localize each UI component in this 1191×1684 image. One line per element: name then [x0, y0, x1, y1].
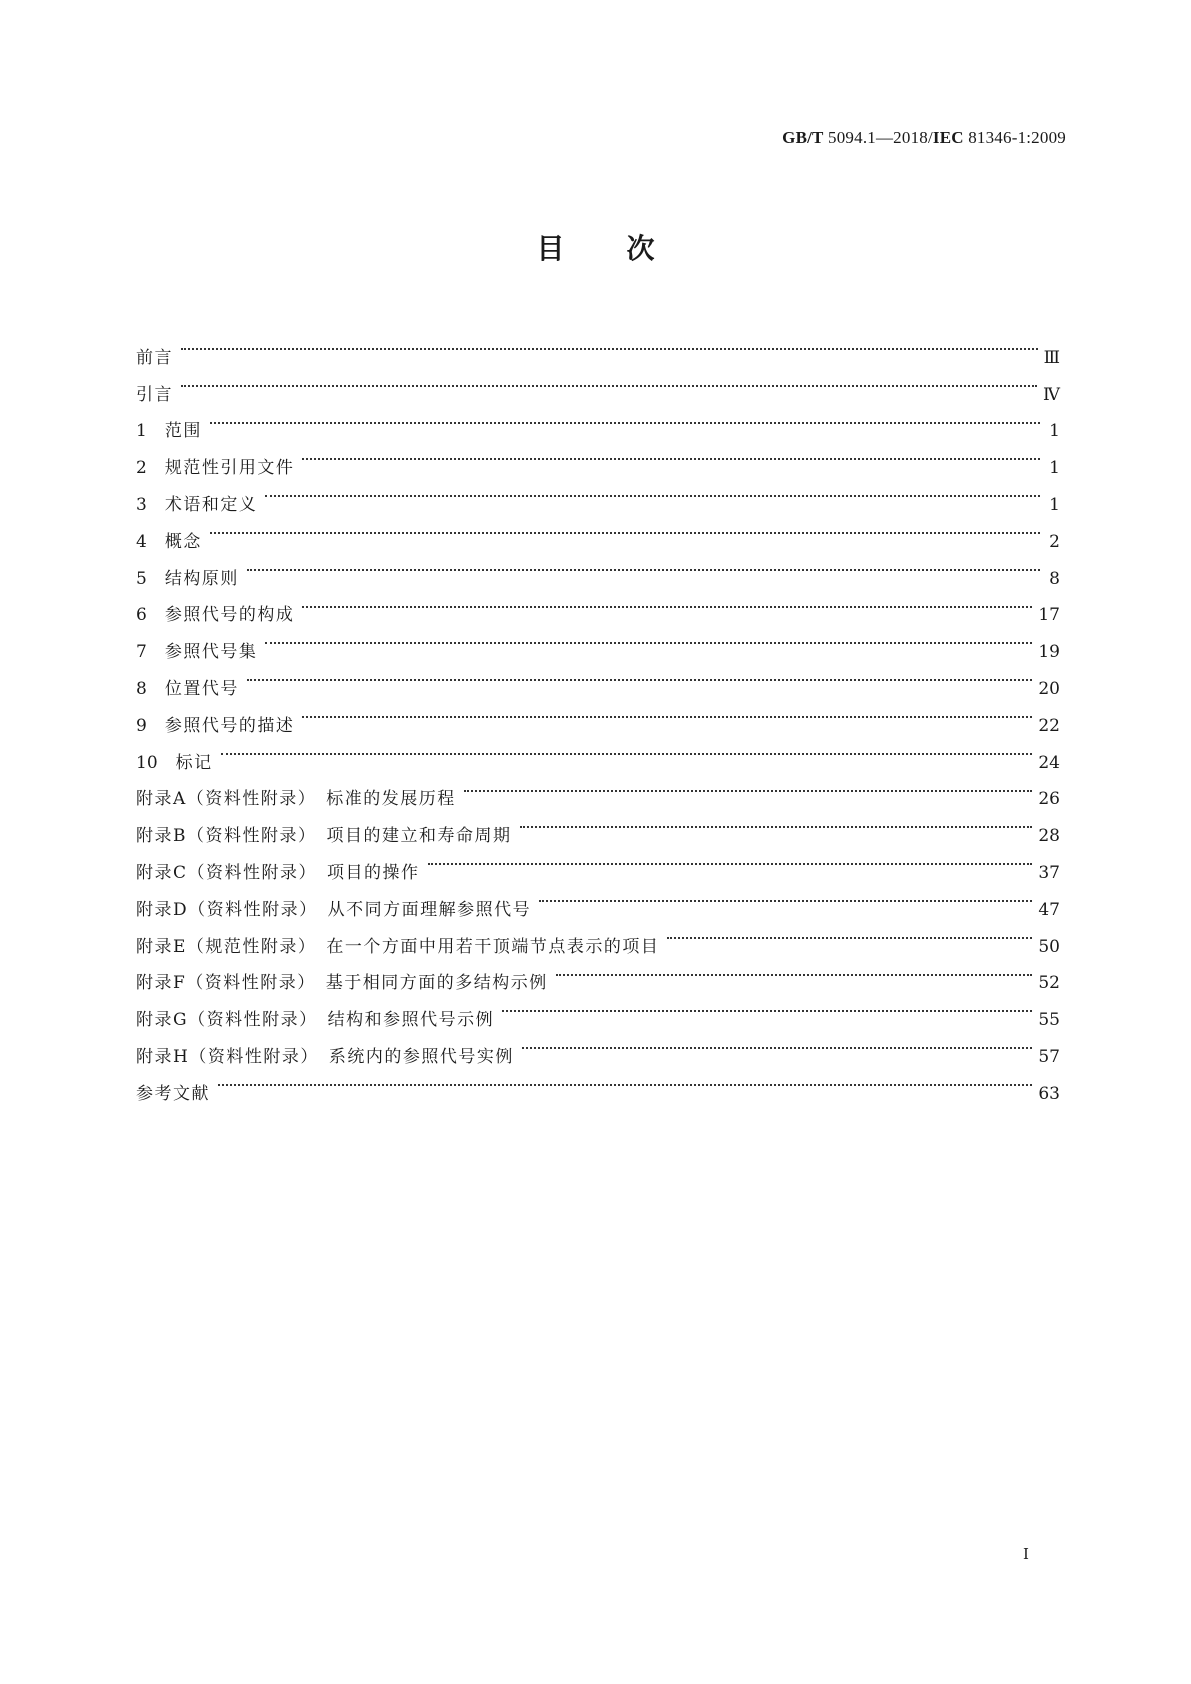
toc-dot-leader: [221, 731, 1033, 768]
toc-entry-text: 术语和定义: [164, 494, 258, 515]
toc-entry-page: 20: [1038, 678, 1060, 699]
toc-entry-page: 52: [1038, 973, 1060, 994]
toc-entry-label: [136, 855, 420, 892]
toc-dot-leader: [464, 768, 1033, 805]
toc-dot-leader: [502, 988, 1032, 1025]
toc-entry-number: 6: [136, 605, 147, 626]
toc-entry[interactable]: [136, 473, 1060, 515]
toc-entry-page: 47: [1038, 899, 1060, 920]
toc-entry-page: 50: [1038, 936, 1060, 957]
toc-entry-text: 参照代号的构成: [164, 605, 295, 626]
toc-entry[interactable]: [136, 657, 1060, 699]
toc-dot-leader: [539, 878, 1032, 915]
toc-entry-text: 参考文献: [136, 1083, 210, 1104]
toc-dot-leader: [522, 1025, 1033, 1062]
toc-entry-number: 7: [136, 642, 147, 663]
toc-dot-leader: [302, 584, 1032, 621]
toc-entry[interactable]: [136, 510, 1060, 552]
toc-entry-label: [136, 377, 173, 414]
toc-entry-text: 附录D（资料性附录） 从不同方面理解参照代号: [136, 899, 532, 920]
toc-entry-number: 10: [136, 752, 158, 773]
page-number: I: [1023, 1545, 1029, 1563]
toc-dot-leader: [210, 400, 1040, 437]
toc-entry[interactable]: [136, 363, 1060, 405]
toc-entry-label: [136, 413, 202, 450]
toc-entry-text: 参照代号的描述: [164, 715, 295, 736]
toc-entry-number: 2: [136, 458, 147, 479]
toc-entry-number: 4: [136, 531, 147, 552]
toc-dot-leader: [218, 1062, 1032, 1099]
toc-entry-text: 范围: [164, 421, 202, 442]
toc-title: 目次: [536, 232, 717, 265]
toc-entry-page: 57: [1038, 1046, 1060, 1067]
toc-entry[interactable]: [136, 620, 1060, 663]
toc-entry-page: 28: [1038, 826, 1060, 847]
toc-entry-label: [136, 524, 202, 561]
toc-entry-label: [136, 781, 456, 818]
toc-entry-page: 26: [1038, 789, 1060, 810]
standard-number: 5094.1—2018/: [828, 128, 933, 147]
toc-entry-page: 2: [1049, 531, 1060, 552]
toc-entry-text: 前言: [136, 347, 173, 368]
toc-dot-leader: [428, 841, 1033, 878]
toc-entry-label: [136, 1002, 494, 1039]
toc-entry-label: [136, 745, 213, 782]
toc-entry-page: Ⅲ: [1043, 347, 1060, 368]
toc-entry-page: 19: [1038, 642, 1060, 663]
toc-entry-page: Ⅳ: [1043, 384, 1060, 405]
toc-entry-page: 8: [1049, 568, 1060, 589]
toc-entry[interactable]: [136, 768, 1060, 810]
toc-entry[interactable]: [136, 547, 1060, 589]
toc-entry[interactable]: [136, 326, 1060, 368]
toc-dot-leader: [556, 952, 1033, 989]
toc-dot-leader: [181, 363, 1037, 400]
toc-dot-leader: [181, 326, 1038, 363]
toc-entry-number: 8: [136, 678, 147, 699]
toc-entry-number: 3: [136, 494, 147, 515]
iec-code: IEC: [932, 128, 964, 147]
toc-dot-leader: [210, 510, 1040, 547]
toc-entry-label: [136, 634, 257, 671]
toc-entry-text: 结构原则: [164, 568, 239, 589]
toc-entry-page: 1: [1049, 421, 1060, 442]
toc-entry-page: 17: [1038, 605, 1060, 626]
toc-entry-text: 附录G（资料性附录） 结构和参照代号示例: [136, 1010, 495, 1031]
toc-entry-text: 引言: [136, 384, 173, 405]
toc-dot-leader: [265, 620, 1032, 657]
toc-entry-number: 1: [136, 421, 147, 442]
toc-entry-label: [136, 671, 239, 708]
toc-entry-page: 37: [1038, 862, 1060, 883]
toc-entry-label: [136, 1076, 210, 1113]
toc-entry-page: 55: [1038, 1010, 1060, 1031]
toc-entry-text: 标记: [175, 752, 213, 773]
toc-entry[interactable]: [136, 584, 1060, 626]
toc-entry[interactable]: [136, 1062, 1060, 1104]
toc-entry-number: 9: [136, 715, 147, 736]
toc-entry-label: [136, 965, 548, 1002]
standard-code: GB/T: [782, 128, 824, 147]
toc-entry[interactable]: [136, 694, 1060, 736]
toc-entry-text: 附录E（规范性附录） 在一个方面中用若干顶端节点表示的项目: [136, 936, 660, 957]
toc-entry-text: 概念: [164, 531, 202, 552]
toc-entry-text: 附录F（资料性附录） 基于相同方面的多结构示例: [136, 973, 548, 994]
toc-dot-leader: [247, 657, 1033, 694]
toc-entry-page: 24: [1038, 752, 1060, 773]
toc-dot-leader: [520, 804, 1033, 841]
toc-entry-text: 规范性引用文件: [164, 458, 295, 479]
toc-dot-leader: [302, 694, 1032, 731]
toc-entry-text: 参照代号集: [164, 642, 258, 663]
toc-dot-leader: [302, 436, 1040, 473]
toc-entry[interactable]: [136, 400, 1060, 442]
toc-dot-leader: [265, 473, 1040, 510]
toc-entry-label: [136, 340, 173, 377]
toc-entry-number: 5: [136, 568, 147, 589]
table-of-contents: [136, 326, 1060, 1104]
toc-entry[interactable]: [136, 436, 1060, 479]
toc-dot-leader: [667, 915, 1032, 952]
toc-entry-page: 63: [1038, 1083, 1060, 1104]
toc-entry-page: 1: [1049, 494, 1060, 515]
toc-entry-text: 位置代号: [164, 678, 239, 699]
toc-entry-label: [136, 892, 531, 929]
toc-entry-page: 22: [1038, 715, 1060, 736]
toc-entry-text: 附录A（资料性附录） 标准的发展历程: [136, 789, 456, 810]
toc-entry-text: 附录H（资料性附录） 系统内的参照代号实例: [136, 1046, 514, 1067]
iec-number: 81346-1:2009: [968, 128, 1066, 147]
toc-entry[interactable]: [136, 731, 1060, 773]
toc-entry-text: 附录B（资料性附录） 项目的建立和寿命周期: [136, 826, 512, 847]
toc-entry-text: 附录C（资料性附录） 项目的操作: [136, 862, 420, 883]
toc-dot-leader: [247, 547, 1040, 584]
toc-entry-page: 1: [1049, 458, 1060, 479]
toc-entry-label: [136, 561, 239, 598]
standard-number-header: [782, 128, 1066, 148]
